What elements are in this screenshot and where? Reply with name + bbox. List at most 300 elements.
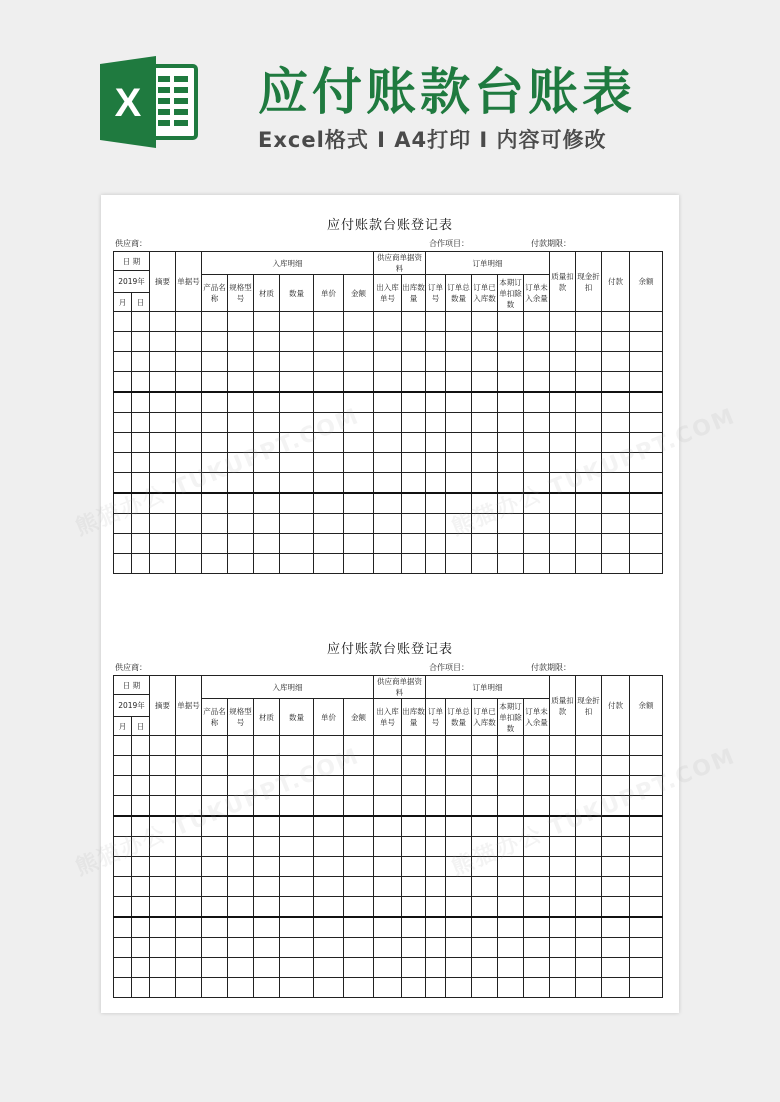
ledger-cell[interactable] [228,493,254,514]
ledger-cell[interactable] [202,514,228,534]
ledger-cell[interactable] [498,897,524,918]
ledger-cell[interactable] [472,534,498,554]
ledger-cell[interactable] [446,433,472,453]
ledger-cell[interactable] [176,433,202,453]
ledger-cell[interactable] [314,514,344,534]
ledger-cell[interactable] [524,352,550,372]
ledger-cell[interactable] [524,514,550,534]
ledger-cell[interactable] [202,938,228,958]
ledger-cell[interactable] [132,554,150,574]
ledger-cell[interactable] [550,917,576,938]
ledger-cell[interactable] [228,514,254,534]
ledger-cell[interactable] [150,554,176,574]
ledger-cell[interactable] [550,534,576,554]
ledger-cell[interactable] [228,554,254,574]
ledger-cell[interactable] [202,413,228,433]
ledger-cell[interactable] [602,534,630,554]
ledger-cell[interactable] [228,392,254,413]
ledger-cell[interactable] [498,736,524,756]
ledger-cell[interactable] [602,938,630,958]
ledger-cell[interactable] [176,554,202,574]
ledger-cell[interactable] [524,312,550,332]
ledger-cell[interactable] [374,453,402,473]
ledger-cell[interactable] [280,837,314,857]
ledger-cell[interactable] [176,877,202,897]
ledger-cell[interactable] [402,938,426,958]
ledger-cell[interactable] [472,392,498,413]
ledger-cell[interactable] [550,736,576,756]
ledger-cell[interactable] [374,493,402,514]
ledger-cell[interactable] [254,978,280,998]
ledger-cell[interactable] [374,372,402,393]
ledger-cell[interactable] [524,958,550,978]
ledger-cell[interactable] [426,958,446,978]
ledger-cell[interactable] [402,352,426,372]
ledger-cell[interactable] [114,372,132,393]
ledger-cell[interactable] [402,776,426,796]
ledger-cell[interactable] [498,938,524,958]
ledger-cell[interactable] [426,776,446,796]
ledger-cell[interactable] [426,917,446,938]
ledger-cell[interactable] [576,877,602,897]
ledger-cell[interactable] [602,756,630,776]
ledger-cell[interactable] [576,897,602,918]
ledger-cell[interactable] [132,453,150,473]
ledger-cell[interactable] [576,392,602,413]
ledger-cell[interactable] [426,837,446,857]
ledger-cell[interactable] [314,312,344,332]
ledger-cell[interactable] [202,312,228,332]
ledger-cell[interactable] [374,776,402,796]
ledger-cell[interactable] [472,917,498,938]
ledger-cell[interactable] [150,958,176,978]
ledger-cell[interactable] [254,554,280,574]
ledger-cell[interactable] [314,554,344,574]
ledger-cell[interactable] [402,332,426,352]
ledger-cell[interactable] [472,877,498,897]
ledger-cell[interactable] [426,756,446,776]
ledger-cell[interactable] [446,312,472,332]
ledger-cell[interactable] [202,554,228,574]
ledger-cell[interactable] [374,312,402,332]
ledger-cell[interactable] [314,332,344,352]
ledger-cell[interactable] [630,816,663,837]
ledger-cell[interactable] [314,897,344,918]
ledger-cell[interactable] [402,756,426,776]
ledger-cell[interactable] [254,372,280,393]
ledger-cell[interactable] [402,897,426,918]
ledger-cell[interactable] [150,392,176,413]
ledger-cell[interactable] [630,917,663,938]
ledger-cell[interactable] [314,917,344,938]
ledger-cell[interactable] [602,897,630,918]
ledger-cell[interactable] [374,473,402,494]
ledger-cell[interactable] [280,816,314,837]
ledger-cell[interactable] [114,534,132,554]
ledger-cell[interactable] [426,897,446,918]
ledger-cell[interactable] [426,392,446,413]
ledger-cell[interactable] [344,433,374,453]
ledger-cell[interactable] [132,978,150,998]
ledger-cell[interactable] [524,776,550,796]
ledger-cell[interactable] [280,897,314,918]
ledger-cell[interactable] [550,938,576,958]
ledger-cell[interactable] [228,372,254,393]
ledger-cell[interactable] [472,796,498,817]
ledger-cell[interactable] [202,372,228,393]
ledger-cell[interactable] [576,534,602,554]
ledger-cell[interactable] [280,958,314,978]
ledger-cell[interactable] [550,978,576,998]
ledger-cell[interactable] [550,514,576,534]
ledger-cell[interactable] [280,877,314,897]
ledger-cell[interactable] [402,917,426,938]
ledger-cell[interactable] [314,473,344,494]
ledger-cell[interactable] [446,776,472,796]
ledger-cell[interactable] [498,776,524,796]
ledger-cell[interactable] [280,372,314,393]
ledger-cell[interactable] [472,756,498,776]
ledger-cell[interactable] [472,413,498,433]
ledger-cell[interactable] [576,413,602,433]
ledger-cell[interactable] [446,473,472,494]
ledger-cell[interactable] [150,413,176,433]
ledger-cell[interactable] [254,312,280,332]
ledger-cell[interactable] [426,736,446,756]
ledger-cell[interactable] [498,978,524,998]
ledger-cell[interactable] [426,534,446,554]
ledger-cell[interactable] [132,372,150,393]
ledger-cell[interactable] [426,453,446,473]
ledger-cell[interactable] [550,372,576,393]
ledger-cell[interactable] [374,514,402,534]
ledger-cell[interactable] [576,554,602,574]
ledger-cell[interactable] [202,756,228,776]
ledger-cell[interactable] [576,493,602,514]
ledger-cell[interactable] [374,554,402,574]
ledger-cell[interactable] [374,837,402,857]
ledger-cell[interactable] [374,938,402,958]
ledger-cell[interactable] [280,332,314,352]
ledger-cell[interactable] [602,978,630,998]
ledger-cell[interactable] [472,372,498,393]
ledger-cell[interactable] [314,978,344,998]
ledger-cell[interactable] [630,958,663,978]
ledger-cell[interactable] [426,372,446,393]
ledger-cell[interactable] [314,534,344,554]
ledger-cell[interactable] [374,978,402,998]
ledger-cell[interactable] [402,958,426,978]
ledger-cell[interactable] [472,978,498,998]
ledger-cell[interactable] [114,776,132,796]
ledger-cell[interactable] [426,493,446,514]
ledger-cell[interactable] [228,534,254,554]
ledger-cell[interactable] [498,372,524,393]
ledger-cell[interactable] [176,938,202,958]
ledger-cell[interactable] [202,433,228,453]
ledger-cell[interactable] [280,352,314,372]
ledger-cell[interactable] [472,312,498,332]
ledger-cell[interactable] [524,332,550,352]
ledger-cell[interactable] [550,554,576,574]
ledger-cell[interactable] [524,453,550,473]
ledger-cell[interactable] [498,312,524,332]
ledger-cell[interactable] [314,857,344,877]
ledger-cell[interactable] [150,756,176,776]
ledger-cell[interactable] [550,413,576,433]
ledger-cell[interactable] [524,554,550,574]
ledger-cell[interactable] [254,493,280,514]
ledger-cell[interactable] [426,857,446,877]
ledger-cell[interactable] [280,534,314,554]
ledger-cell[interactable] [426,413,446,433]
ledger-cell[interactable] [602,958,630,978]
ledger-cell[interactable] [472,776,498,796]
ledger-cell[interactable] [630,332,663,352]
ledger-cell[interactable] [402,372,426,393]
ledger-cell[interactable] [576,372,602,393]
ledger-cell[interactable] [374,958,402,978]
ledger-cell[interactable] [402,796,426,817]
ledger-cell[interactable] [630,312,663,332]
ledger-cell[interactable] [344,534,374,554]
ledger-cell[interactable] [446,938,472,958]
ledger-cell[interactable] [280,938,314,958]
ledger-cell[interactable] [524,433,550,453]
ledger-cell[interactable] [202,958,228,978]
ledger-cell[interactable] [374,332,402,352]
ledger-cell[interactable] [498,534,524,554]
ledger-cell[interactable] [374,816,402,837]
ledger-cell[interactable] [280,392,314,413]
ledger-cell[interactable] [114,958,132,978]
ledger-cell[interactable] [228,938,254,958]
ledger-cell[interactable] [254,837,280,857]
ledger-cell[interactable] [576,352,602,372]
ledger-cell[interactable] [550,392,576,413]
ledger-cell[interactable] [132,756,150,776]
ledger-cell[interactable] [176,917,202,938]
ledger-cell[interactable] [402,514,426,534]
ledger-cell[interactable] [314,352,344,372]
ledger-cell[interactable] [402,857,426,877]
ledger-cell[interactable] [550,857,576,877]
ledger-cell[interactable] [402,534,426,554]
ledger-cell[interactable] [202,837,228,857]
ledger-cell[interactable] [114,796,132,817]
ledger-cell[interactable] [498,958,524,978]
ledger-cell[interactable] [254,332,280,352]
ledger-cell[interactable] [202,332,228,352]
ledger-cell[interactable] [602,857,630,877]
ledger-cell[interactable] [150,332,176,352]
ledger-cell[interactable] [202,978,228,998]
ledger-cell[interactable] [374,534,402,554]
ledger-cell[interactable] [472,938,498,958]
ledger-cell[interactable] [114,756,132,776]
ledger-cell[interactable] [280,473,314,494]
ledger-cell[interactable] [280,514,314,534]
ledger-cell[interactable] [344,857,374,877]
ledger-cell[interactable] [630,978,663,998]
ledger-cell[interactable] [344,554,374,574]
ledger-cell[interactable] [314,877,344,897]
ledger-cell[interactable] [524,978,550,998]
ledger-cell[interactable] [446,978,472,998]
ledger-cell[interactable] [344,493,374,514]
ledger-cell[interactable] [132,938,150,958]
ledger-cell[interactable] [132,392,150,413]
ledger-cell[interactable] [150,736,176,756]
ledger-cell[interactable] [630,352,663,372]
ledger-cell[interactable] [550,352,576,372]
ledger-cell[interactable] [254,917,280,938]
ledger-cell[interactable] [228,332,254,352]
ledger-cell[interactable] [344,816,374,837]
ledger-cell[interactable] [228,352,254,372]
ledger-cell[interactable] [202,736,228,756]
ledger-cell[interactable] [446,756,472,776]
ledger-cell[interactable] [114,392,132,413]
ledger-cell[interactable] [280,554,314,574]
ledger-cell[interactable] [344,917,374,938]
ledger-cell[interactable] [132,312,150,332]
ledger-cell[interactable] [498,917,524,938]
ledger-cell[interactable] [402,837,426,857]
ledger-cell[interactable] [132,776,150,796]
ledger-cell[interactable] [202,857,228,877]
ledger-cell[interactable] [374,392,402,413]
ledger-cell[interactable] [630,514,663,534]
ledger-cell[interactable] [630,372,663,393]
ledger-cell[interactable] [150,352,176,372]
ledger-cell[interactable] [498,796,524,817]
ledger-cell[interactable] [314,796,344,817]
ledger-cell[interactable] [202,352,228,372]
ledger-cell[interactable] [228,978,254,998]
ledger-cell[interactable] [630,534,663,554]
ledger-cell[interactable] [550,332,576,352]
ledger-cell[interactable] [524,413,550,433]
ledger-cell[interactable] [344,978,374,998]
ledger-cell[interactable] [150,938,176,958]
ledger-cell[interactable] [132,534,150,554]
ledger-cell[interactable] [132,958,150,978]
ledger-cell[interactable] [402,736,426,756]
ledger-cell[interactable] [176,392,202,413]
ledger-cell[interactable] [176,514,202,534]
ledger-cell[interactable] [374,736,402,756]
ledger-cell[interactable] [576,312,602,332]
ledger-cell[interactable] [402,877,426,897]
ledger-cell[interactable] [498,332,524,352]
ledger-cell[interactable] [524,917,550,938]
ledger-cell[interactable] [254,857,280,877]
ledger-cell[interactable] [176,897,202,918]
ledger-cell[interactable] [314,938,344,958]
ledger-cell[interactable] [602,312,630,332]
ledger-cell[interactable] [228,312,254,332]
ledger-cell[interactable] [630,837,663,857]
ledger-cell[interactable] [150,877,176,897]
ledger-cell[interactable] [472,897,498,918]
ledger-cell[interactable] [150,776,176,796]
ledger-cell[interactable] [176,958,202,978]
ledger-cell[interactable] [524,857,550,877]
ledger-cell[interactable] [498,453,524,473]
ledger-cell[interactable] [314,493,344,514]
ledger-cell[interactable] [176,332,202,352]
ledger-cell[interactable] [550,958,576,978]
ledger-cell[interactable] [176,776,202,796]
ledger-cell[interactable] [426,332,446,352]
ledger-cell[interactable] [602,554,630,574]
ledger-cell[interactable] [132,433,150,453]
ledger-cell[interactable] [630,938,663,958]
ledger-cell[interactable] [202,897,228,918]
ledger-cell[interactable] [550,756,576,776]
ledger-cell[interactable] [314,453,344,473]
ledger-cell[interactable] [472,473,498,494]
ledger-cell[interactable] [472,453,498,473]
ledger-cell[interactable] [150,857,176,877]
ledger-cell[interactable] [446,897,472,918]
ledger-cell[interactable] [176,372,202,393]
ledger-cell[interactable] [426,938,446,958]
ledger-cell[interactable] [472,736,498,756]
ledger-cell[interactable] [446,816,472,837]
ledger-cell[interactable] [630,857,663,877]
ledger-cell[interactable] [472,352,498,372]
ledger-cell[interactable] [150,453,176,473]
ledger-cell[interactable] [446,352,472,372]
ledger-cell[interactable] [498,392,524,413]
ledger-cell[interactable] [344,312,374,332]
ledger-cell[interactable] [150,514,176,534]
ledger-cell[interactable] [132,413,150,433]
ledger-cell[interactable] [114,877,132,897]
ledger-cell[interactable] [202,917,228,938]
ledger-cell[interactable] [314,372,344,393]
ledger-cell[interactable] [426,473,446,494]
ledger-cell[interactable] [446,796,472,817]
ledger-cell[interactable] [176,978,202,998]
ledger-cell[interactable] [254,736,280,756]
ledger-cell[interactable] [472,332,498,352]
ledger-cell[interactable] [202,493,228,514]
ledger-cell[interactable] [280,493,314,514]
ledger-cell[interactable] [114,554,132,574]
ledger-cell[interactable] [524,756,550,776]
ledger-cell[interactable] [602,917,630,938]
ledger-cell[interactable] [602,392,630,413]
ledger-cell[interactable] [150,312,176,332]
ledger-cell[interactable] [344,514,374,534]
ledger-cell[interactable] [374,857,402,877]
ledger-cell[interactable] [472,958,498,978]
ledger-cell[interactable] [576,917,602,938]
ledger-cell[interactable] [576,978,602,998]
ledger-cell[interactable] [344,958,374,978]
ledger-cell[interactable] [576,958,602,978]
ledger-cell[interactable] [374,352,402,372]
ledger-cell[interactable] [402,413,426,433]
ledger-cell[interactable] [402,493,426,514]
ledger-cell[interactable] [576,332,602,352]
ledger-cell[interactable] [176,534,202,554]
ledger-cell[interactable] [114,938,132,958]
ledger-cell[interactable] [254,352,280,372]
